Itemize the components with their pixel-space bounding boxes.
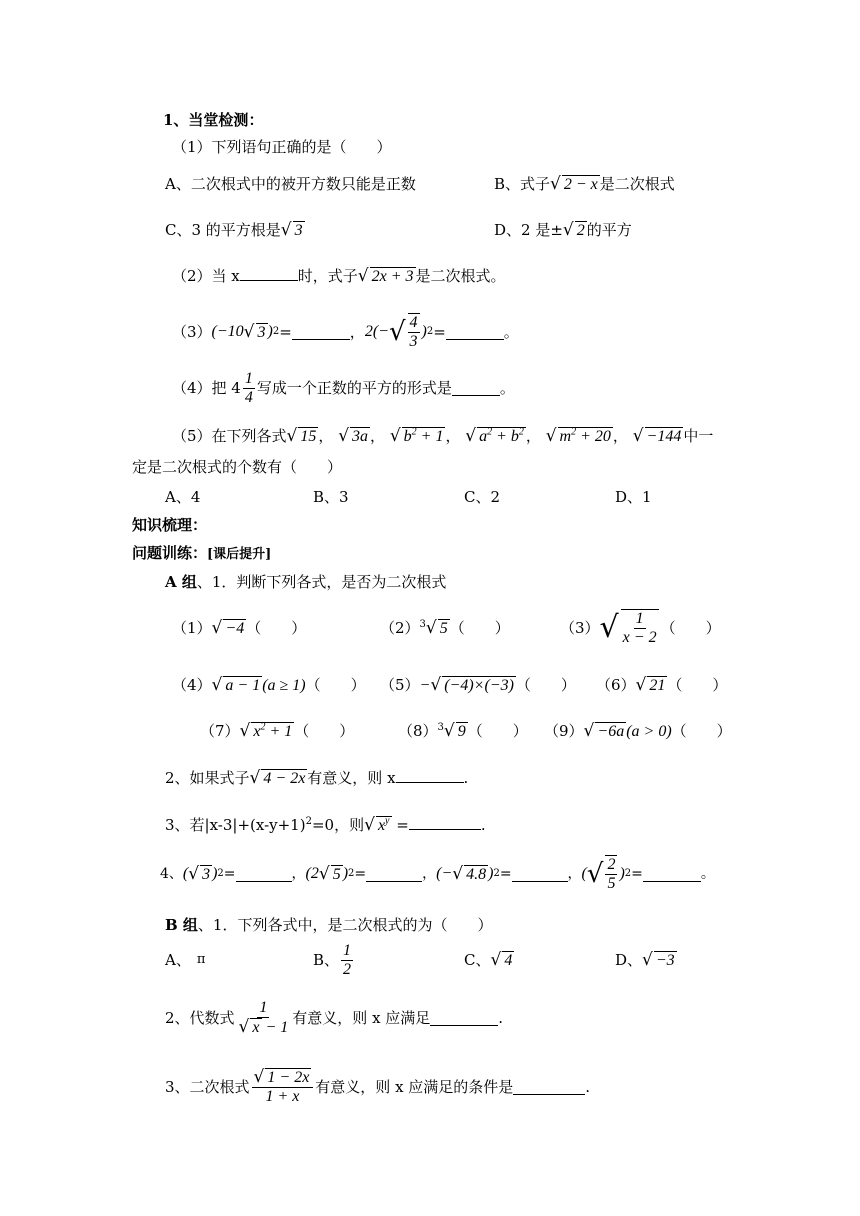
- question-5-cont: 定是二次根式的个数有（ ）: [132, 458, 343, 476]
- groupA-q3: 3、若$|x-3|+(x-y+1)^2=0$，则√ $x^y$ = .: [165, 815, 486, 835]
- option-b: B、式子√ 2 − x 是二次根式: [494, 174, 675, 194]
- question-3: （3） (−10 √ 3 ) 2 = ， 2(− √ $\frac{4}{3}$ ) 2 = 。: [172, 314, 519, 350]
- groupB-option-b: B、 $\frac{1}{2}$: [313, 941, 352, 978]
- groupA-q1: A 组、1．判断下列各式，是否为二次根式: [165, 573, 447, 591]
- groupA-item-5: （5）−√ (−4)×(−3) （ ）: [380, 675, 576, 695]
- groupA-item-9: （9）√ −6a (a > 0)（ ）: [544, 721, 732, 741]
- groupB-q1: B 组、1．下列各式中，是二次根式的为（ ）: [165, 916, 493, 934]
- question-4: （4）把 4 $\frac{1}{4}$ 写成一个正数的平方的形式是 。: [172, 369, 515, 406]
- groupB-q3: 3、二次根式 $\frac{√ 1 - 2x}{1 + x}$ 有意义，则 x 应满足的条件是 .: [165, 1067, 591, 1105]
- q5-option-a: A、4: [165, 488, 201, 506]
- groupB-option-c: C、 √ 4: [464, 950, 513, 970]
- q5-option-b: B、3: [313, 488, 349, 506]
- groupA-q4: 4、 ( √ 3 ) 2 = ， (2 √ 5 ) 2 = ， (− √ 4.8 ) 2 = ， ( √ $\frac{2}{5}$ ) 2 = 。: [160, 856, 715, 892]
- question-1: （1）下列语句正确的是（ ）: [172, 138, 392, 156]
- groupA-item-7: （7）√ $x^2 + 1$ （ ）: [200, 721, 355, 741]
- question-2: （2）当 x 时，式子√ 2x + 3 是二次根式。: [172, 266, 506, 286]
- groupB-option-a: A、 π: [165, 951, 206, 969]
- groupB-q2: 2、代数式 $\frac{1}{√ x - 1}$ 有意义，则 x 应满足 .: [165, 999, 504, 1037]
- question-5: （5）在下列各式√ 15 ， √ 3a ， √ $b^2 + 1$ ， √ $a^2 + b^2$ ， √ $m^2 + 20$ ， √ −144 中一: [172, 426, 714, 446]
- option-d: D、2 是±√ 2 的平方: [494, 220, 632, 240]
- option-a: A、二次根式中的被开方数只能是正数: [165, 175, 416, 193]
- groupA-item-2: $(2)^3√$ 5 （ ）: [380, 618, 510, 638]
- groupA-item-3: （3） √ $\frac{1}{x - 2}$ （ ）: [560, 610, 721, 646]
- section-title: 1、当堂检测：: [163, 111, 264, 129]
- groupA-item-4: （4）√ a − 1 (a ≥ 1)（ ）: [172, 675, 366, 695]
- groupB-option-d: D、 √ −3: [615, 950, 675, 970]
- q5-option-d: D、1: [615, 488, 652, 506]
- groupA-q2: 2、如果式子√ 4 − 2x 有意义，则 x .: [165, 768, 469, 788]
- groupA-item-8: $(8)^3√$ 9 （ ）: [398, 721, 528, 741]
- section-practice: 问题训练：[课后提升]: [132, 544, 272, 562]
- q5-option-c: C、2: [464, 488, 501, 506]
- section-knowledge: 知识梳理：: [132, 516, 208, 534]
- option-c: C、3 的平方根是√ 3: [165, 220, 303, 240]
- groupA-item-1: （1）√ −4 （ ）: [172, 618, 307, 638]
- groupA-item-6: （6）√ 21 （ ）: [596, 675, 728, 695]
